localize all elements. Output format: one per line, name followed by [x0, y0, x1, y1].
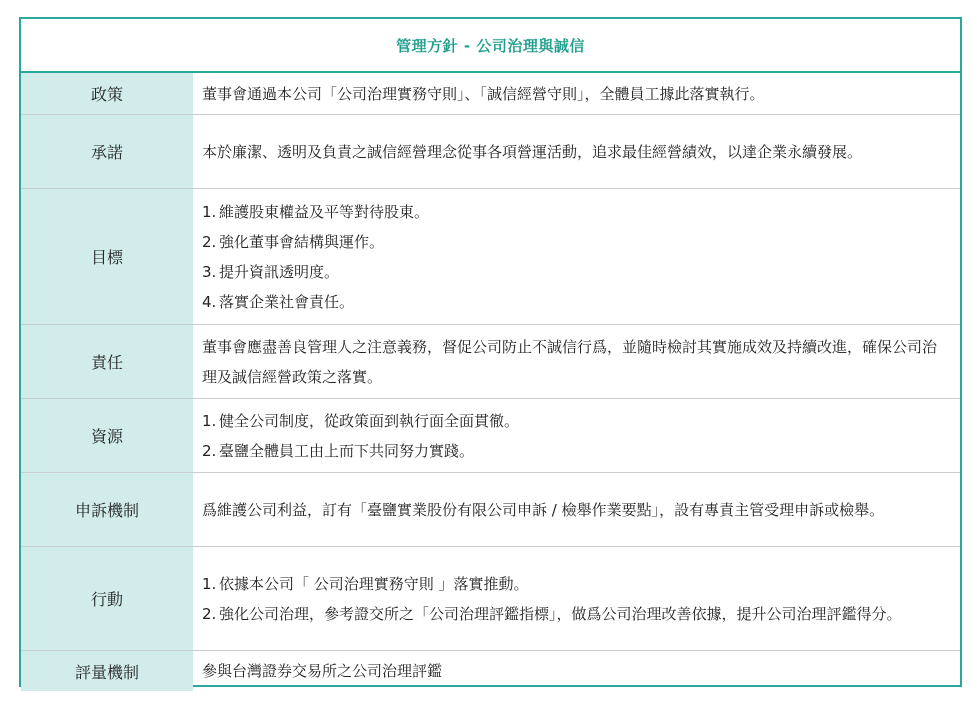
table-title: 管理方針 - 公司治理與誠信 — [396, 36, 585, 55]
row-responsibility — [21, 325, 960, 399]
row-commitment — [21, 115, 960, 189]
list-item: 1. 依據本公司「 公司治理實務守則 」落實推動。 — [202, 574, 529, 593]
row-resources — [21, 399, 960, 473]
row-label: 資源 — [21, 399, 193, 472]
row-label: 目標 — [21, 189, 193, 324]
list-item: 3. 提升資訊透明度。 — [202, 262, 340, 281]
row-label: 行動 — [21, 547, 193, 650]
row-policy — [21, 73, 960, 115]
row-text: 董事會應盡善良管理人之注意義務，督促公司防止不誠信行爲，並隨時檢討其實施成效及持續改進，確保公司治理及誠信經營政策之落實。 — [202, 337, 938, 386]
policy-table — [19, 17, 962, 687]
row-content — [193, 325, 960, 398]
list-item: 4. 落實企業社會責任。 — [202, 292, 355, 311]
row-label: 評量機制 — [21, 651, 193, 691]
row-content — [193, 189, 960, 324]
row-goals — [21, 189, 960, 325]
row-content — [193, 73, 960, 114]
list-item: 2. 臺鹽全體員工由上而下共同努力實踐。 — [202, 441, 475, 460]
list-item: 1. 維護股東權益及平等對待股東。 — [202, 202, 430, 221]
list-item: 1. 健全公司制度，從政策面到執行面全面貫徹。 — [202, 411, 520, 430]
list-item: 2. 強化公司治理，參考證交所之「公司治理評鑑指標」，做爲公司治理改善依據，提升公司治理評鑑得分。 — [202, 604, 902, 623]
row-grievance — [21, 473, 960, 547]
row-evaluation — [21, 651, 960, 691]
row-content — [193, 115, 960, 188]
row-content — [193, 651, 960, 691]
row-content — [193, 473, 960, 546]
row-text: 董事會通過本公司「公司治理實務守則」、「誠信經營守則」，全體員工據此落實執行。 — [202, 84, 765, 103]
row-text: 參與台灣證券交易所之公司治理評鑑 — [202, 662, 443, 680]
row-content — [193, 399, 960, 472]
row-label: 承諾 — [21, 115, 193, 188]
row-label: 政策 — [21, 73, 193, 114]
row-label: 申訴機制 — [21, 473, 193, 546]
row-label: 責任 — [21, 325, 193, 398]
row-text: 本於廉潔、透明及負責之誠信經營理念從事各項營運活動，追求最佳經營績效，以達企業永續發展。 — [202, 142, 863, 161]
row-text: 爲維護公司利益，訂有「臺鹽實業股份有限公司申訴 / 檢舉作業要點」，設有專責主管受理申訴或檢舉。 — [202, 500, 885, 519]
row-actions — [21, 547, 960, 651]
table-header — [21, 19, 960, 73]
list-item: 2. 強化董事會結構與運作。 — [202, 232, 385, 251]
row-content — [193, 547, 960, 650]
